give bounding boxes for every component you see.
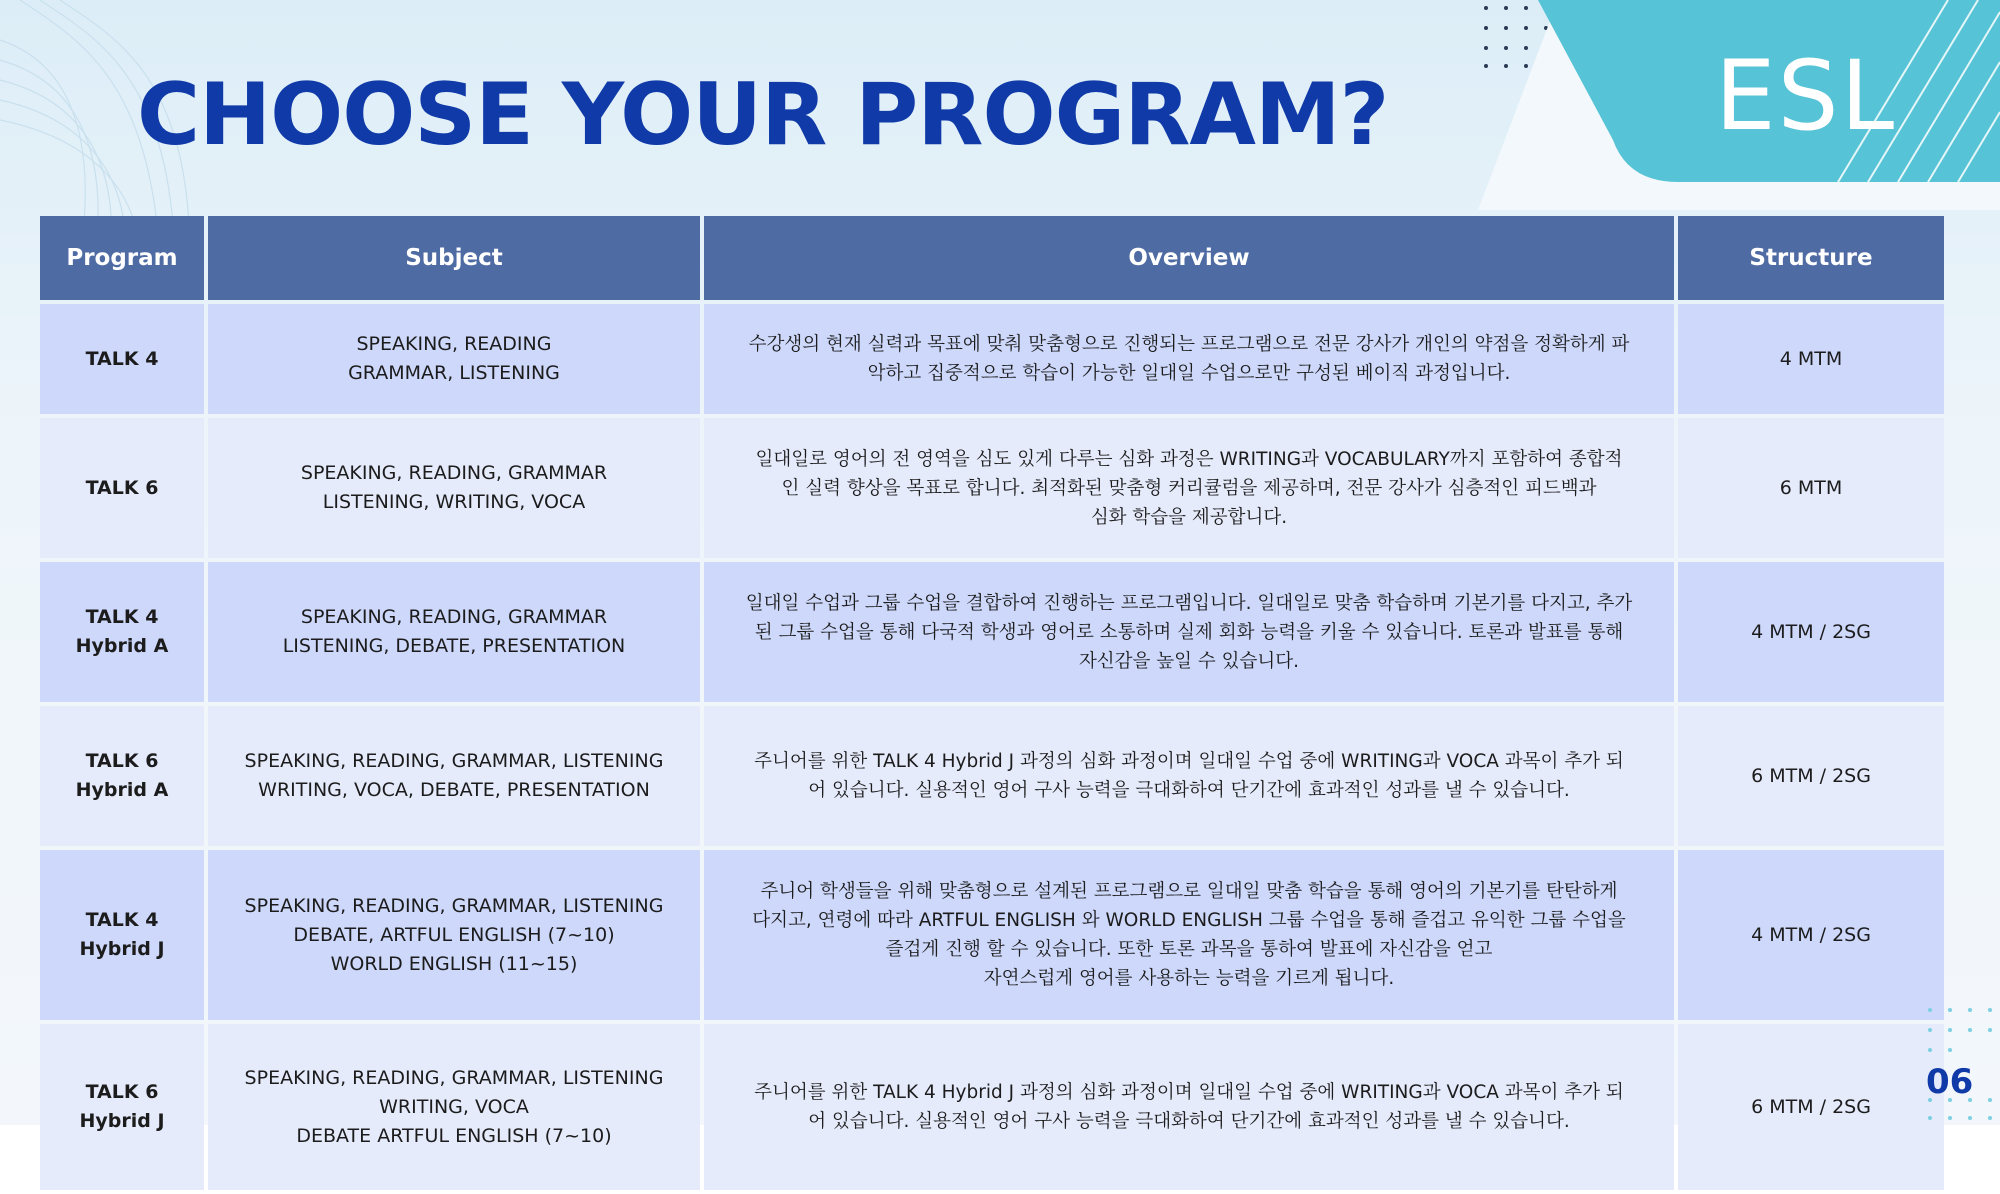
page-number: 06 (1926, 1062, 1974, 1102)
subject-line: LISTENING, DEBATE, PRESENTATION (282, 635, 626, 657)
subject-cell (208, 1024, 700, 1190)
program-cell (40, 304, 204, 414)
subject-cell (208, 418, 700, 558)
table-row (40, 706, 1944, 846)
overview-line: 악하고 집중적으로 학습이 가능한 일대일 수업으로만 구성된 베이직 과정입니다. (867, 363, 1511, 384)
overview-line: 심화 학습을 제공합니다. (1090, 506, 1288, 528)
subject-line: WRITING, VOCA, DEBATE, PRESENTATION (258, 779, 650, 801)
overview-cell (704, 850, 1674, 1020)
program-name: TALK 4 (85, 909, 159, 931)
structure-cell: 6 MTM (1678, 418, 1944, 558)
column-header-program: Program (40, 216, 204, 300)
overview-line: 어 있습니다. 실용적인 영어 구사 능력을 극대화하여 단기간에 효과적인 성과를 낼 수 있습니다. (808, 1111, 1570, 1132)
subject-line: SPEAKING, READING, GRAMMAR (300, 606, 608, 628)
table-row (40, 418, 1944, 558)
program-name: TALK 6 (85, 750, 159, 772)
overview-cell (704, 418, 1674, 558)
subject-line: GRAMMAR, LISTENING (348, 362, 560, 384)
program-cell (40, 706, 204, 846)
program-variant: Hybrid J (79, 938, 165, 960)
subject-line: SPEAKING, READING, GRAMMAR, LISTENING (244, 750, 664, 772)
structure-cell: 4 MTM (1678, 304, 1944, 414)
column-header-structure: Structure (1678, 216, 1944, 300)
subject-cell (208, 706, 700, 846)
program-table (36, 212, 1948, 1194)
overview-cell (704, 304, 1674, 414)
subject-cell (208, 562, 700, 702)
program-variant: Hybrid J (79, 1110, 165, 1132)
program-variant: Hybrid A (75, 779, 169, 801)
subject-line: LISTENING, WRITING, VOCA (322, 491, 586, 513)
table-row (40, 304, 1944, 414)
subject-line: SPEAKING, READING, GRAMMAR, LISTENING (244, 1066, 664, 1089)
program-variant: Hybrid A (75, 635, 169, 657)
subject-line: DEBATE, ARTFUL ENGLISH (7~10) (293, 923, 615, 946)
subject-line: SPEAKING, READING, GRAMMAR, LISTENING (244, 894, 664, 917)
page-title: CHOOSE YOUR PROGRAM? (137, 65, 1389, 165)
program-name: TALK 6 (85, 1081, 159, 1103)
table-row (40, 562, 1944, 702)
program-cell (40, 418, 204, 558)
overview-line: 주니어를 위한 TALK 4 Hybrid J 과정의 심화 과정이며 일대일 수업 중에 WRITING과 VOCA 과목이 추가 되 (754, 1082, 1624, 1103)
overview-cell (704, 1024, 1674, 1190)
subject-line: SPEAKING, READING (356, 333, 552, 355)
column-header-overview: Overview (704, 216, 1674, 300)
overview-line: 일대일로 영어의 전 영역을 심도 있게 다루는 심화 과정은 WRITING과 VOCABULARY까지 포함하여 종합적 (755, 448, 1623, 470)
program-cell (40, 1024, 204, 1190)
structure-cell: 4 MTM / 2SG (1678, 850, 1944, 1020)
overview-cell (704, 562, 1674, 702)
table-row (40, 850, 1944, 1020)
overview-cell (704, 706, 1674, 846)
subject-line: DEBATE ARTFUL ENGLISH (7~10) (296, 1124, 612, 1147)
table-header-row (40, 216, 1944, 300)
column-header-subject: Subject (208, 216, 700, 300)
overview-line: 즐겁게 진행 할 수 있습니다. 또한 토론 과목을 통하여 발표에 자신감을 얻고 (885, 939, 1493, 960)
overview-line: 자연스럽게 영어를 사용하는 능력을 기르게 됩니다. (983, 968, 1395, 989)
overview-line: 주니어를 위한 TALK 4 Hybrid J 과정의 심화 과정이며 일대일 수업 중에 WRITING과 VOCA 과목이 추가 되 (754, 751, 1624, 772)
overview-line: 된 그룹 수업을 통해 다국적 학생과 영어로 소통하며 실제 회화 능력을 키울 수 있습니다. 토론과 발표를 통해 (754, 621, 1624, 643)
structure-cell: 6 MTM / 2SG (1678, 706, 1944, 846)
subject-cell (208, 850, 700, 1020)
overview-line: 인 실력 향상을 목표로 합니다. 최적화된 맞춤형 커리큘럼을 제공하며, 전문 강사가 심층적인 피드백과 (781, 477, 1597, 499)
esl-badge-label: ESL (1715, 40, 1897, 152)
program-name: TALK 4 (85, 347, 159, 370)
program-cell (40, 562, 204, 702)
subject-cell (208, 304, 700, 414)
overview-line: 어 있습니다. 실용적인 영어 구사 능력을 극대화하여 단기간에 효과적인 성과를 낼 수 있습니다. (808, 780, 1570, 801)
overview-line: 다지고, 연령에 따라 ARTFUL ENGLISH 와 WORLD ENGLISH 그룹 수업을 통해 즐겁고 유익한 그룹 수업을 (752, 910, 1626, 931)
subject-line: WRITING, VOCA (379, 1095, 529, 1118)
program-name: TALK 4 (85, 606, 159, 628)
structure-cell: 4 MTM / 2SG (1678, 562, 1944, 702)
program-cell (40, 850, 204, 1020)
overview-line: 일대일 수업과 그룹 수업을 결합하여 진행하는 프로그램입니다. 일대일로 맞춤 학습하며 기본기를 다지고, 추가 (745, 592, 1633, 614)
overview-line: 자신감을 높일 수 있습니다. (1078, 650, 1300, 672)
program-name: TALK 6 (85, 476, 159, 499)
overview-line: 수강생의 현재 실력과 목표에 맞춰 맞춤형으로 진행되는 프로그램으로 전문 강사가 개인의 약점을 정확하게 파 (748, 334, 1630, 355)
table-row (40, 1024, 1944, 1190)
subject-line: SPEAKING, READING, GRAMMAR (300, 462, 608, 484)
subject-line: WORLD ENGLISH (11~15) (330, 952, 578, 975)
structure-cell: 6 MTM / 2SG (1678, 1024, 1944, 1190)
overview-line: 주니어 학생들을 위해 맞춤형으로 설계된 프로그램으로 일대일 맞춤 학습을 통해 영어의 기본기를 탄탄하게 (760, 881, 1618, 902)
